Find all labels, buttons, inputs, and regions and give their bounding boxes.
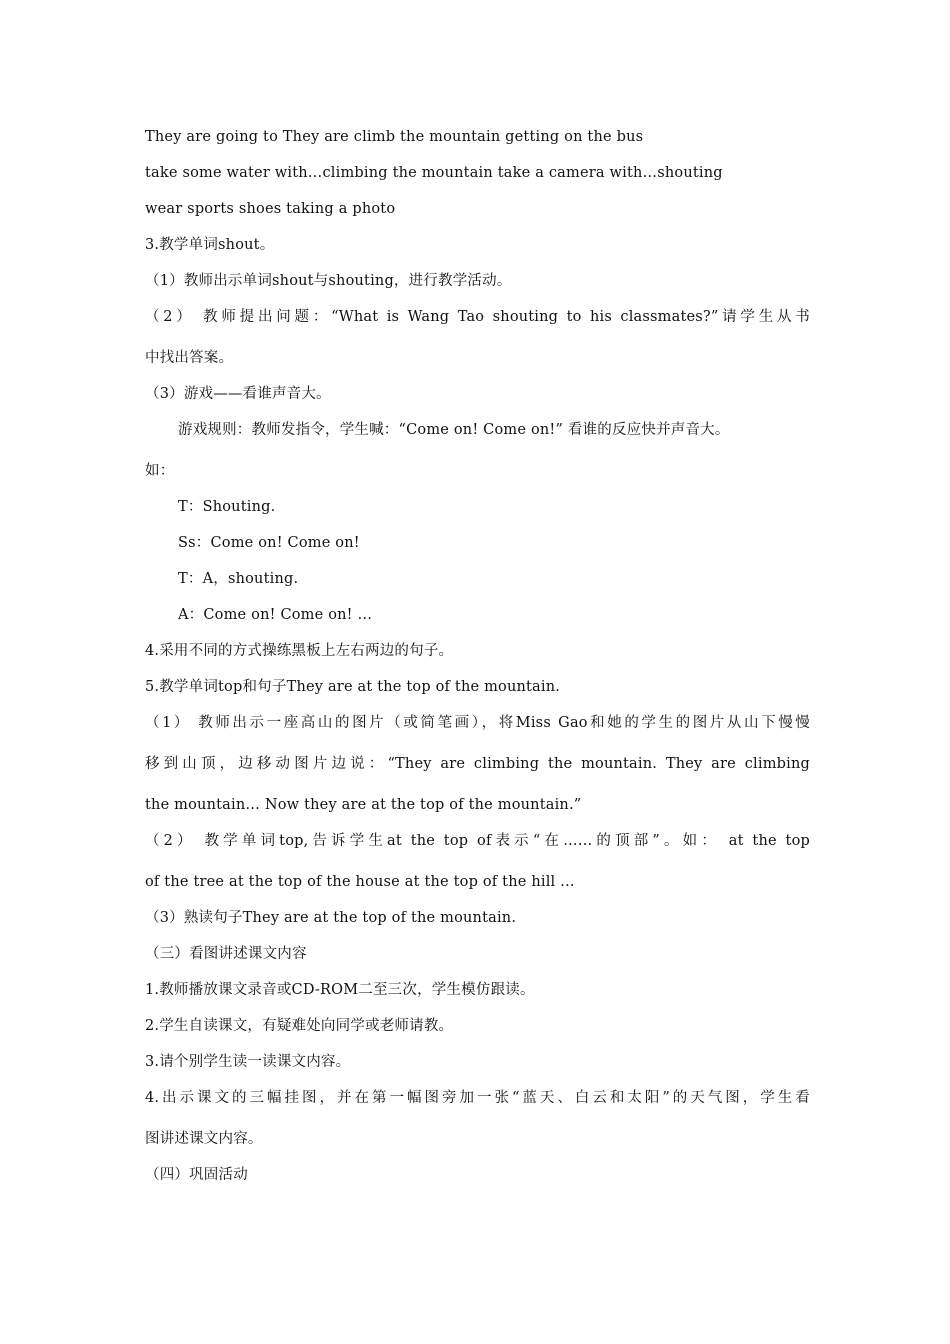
step-3-item-2: （2） 教师提出问题：“What is Wang Tao shouting to his classmates?”请学生从书	[145, 309, 810, 325]
vocab-line-1: They are going to They are climb the mountain getting on the bus	[145, 129, 644, 145]
section-3-heading: （三）看图讲述课文内容	[145, 946, 307, 962]
vocab-line-3: wear sports shoes taking a photo	[145, 201, 396, 217]
dialogue-line-1: T：Shouting.	[178, 499, 276, 515]
section-3-item-1: 1.教师播放课文录音或CD-ROM二至三次，学生模仿跟读。	[145, 982, 535, 998]
step-5-item-1-cont-2: the mountain… Now they are at the top of the mountain.”	[145, 797, 582, 813]
vocab-line-2: take some water with…climbing the mountain take a camera with…shouting	[145, 165, 723, 181]
dialogue-line-2: Ss：Come on! Come on!	[178, 535, 360, 551]
section-3-item-2: 2.学生自读课文，有疑难处向同学或老师请教。	[145, 1018, 454, 1034]
dialogue-line-4: A：Come on! Come on! …	[178, 607, 373, 623]
step-3-item-2-cont: 中找出答案。	[145, 350, 234, 366]
section-3-item-3: 3.请个别学生读一读课文内容。	[145, 1054, 351, 1070]
step-3-item-3: （3）游戏——看谁声音大。	[145, 386, 331, 402]
step-4: 4.采用不同的方式操练黑板上左右两边的句子。	[145, 643, 454, 659]
example-label: 如：	[145, 463, 175, 479]
dialogue-line-3: T：A，shouting.	[178, 571, 299, 587]
section-3-item-4: 4.出示课文的三幅挂图，并在第一幅图旁加一张“蓝天、白云和太阳”的天气图，学生看	[145, 1090, 810, 1106]
step-5-item-2-cont: of the tree at the top of the house at the top of the hill …	[145, 874, 575, 890]
step-3-heading: 3.教学单词shout。	[145, 237, 275, 253]
step-5-item-3: （3）熟读句子They are at the top of the mountain.	[145, 910, 517, 926]
game-rules: 游戏规则：教师发指令，学生喊：“Come on! Come on!” 看谁的反应快并声音大。	[178, 422, 730, 438]
section-4-heading: （四）巩固活动	[145, 1167, 248, 1183]
step-5-item-2: （2） 教学单词top,告诉学生at the top of表示“在……的顶部”。如： at the top	[145, 833, 810, 849]
step-3-item-1: （1）教师出示单词shout与shouting，进行教学活动。	[145, 273, 512, 289]
step-5-item-1-cont-1: 移到山顶，边移动图片边说：“They are climbing the mountain. They are climbing	[145, 756, 810, 772]
step-5-heading: 5.教学单词top和句子They are at the top of the mountain.	[145, 679, 561, 695]
step-5-item-1: （1） 教师出示一座高山的图片（或简笔画），将Miss Gao和她的学生的图片从山下慢慢	[145, 715, 810, 731]
section-3-item-4-cont: 图讲述课文内容。	[145, 1131, 263, 1147]
